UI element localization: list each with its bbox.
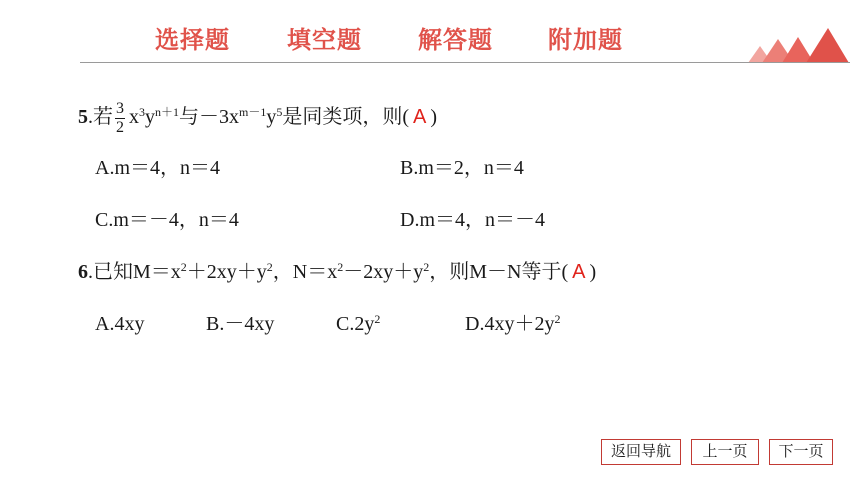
q6-option-d[interactable]: $D.4xy+2y^2$ (465, 312, 561, 335)
tab-multiple-choice[interactable]: 选择题 (155, 26, 230, 54)
answer-mark: A (413, 106, 427, 129)
answer-mark: A (572, 261, 586, 283)
fraction: $\frac{3}{2}$ (116, 100, 124, 136)
back-to-navigation-button[interactable]: 返回导航 (601, 439, 681, 465)
q6-option-b[interactable]: B.－4xy (206, 313, 275, 335)
triangles-decoration-icon (748, 26, 850, 64)
question-number: 5 (78, 106, 88, 129)
tab-problem-solving[interactable]: 解答题 (418, 26, 493, 54)
question-number: 6 (78, 261, 88, 283)
previous-page-button[interactable]: 上一页 (691, 439, 759, 465)
question-6: 6.已知$M=x^2+2xy+y^2$，$N=x^2-2xy+y^2$，则M－N等于( A ) (78, 260, 597, 283)
q5-option-a[interactable]: A.m＝4，n＝4 (95, 157, 220, 179)
q5-option-c[interactable]: C.m＝－4，n＝4 (95, 209, 239, 231)
q6-option-a[interactable]: A.4xy (95, 313, 145, 335)
tab-fill-in-blank[interactable]: 填空题 (287, 26, 362, 54)
top-navigation (0, 0, 860, 64)
next-page-button[interactable]: 下一页 (769, 439, 833, 465)
q5-option-d[interactable]: D.m＝4，n＝－4 (400, 209, 545, 231)
q5-option-b[interactable]: B.m＝2，n＝4 (400, 157, 524, 179)
q6-option-c[interactable]: $C.2y^2$ (336, 312, 381, 335)
tab-extra-questions[interactable]: 附加题 (548, 26, 623, 54)
question-5: 5.若 $\frac{3}{2}$ $x^3y^{n+1}$与$-3x^{m-1}y^5$是同类项，则( A ) (78, 100, 438, 136)
header-divider (80, 62, 850, 63)
